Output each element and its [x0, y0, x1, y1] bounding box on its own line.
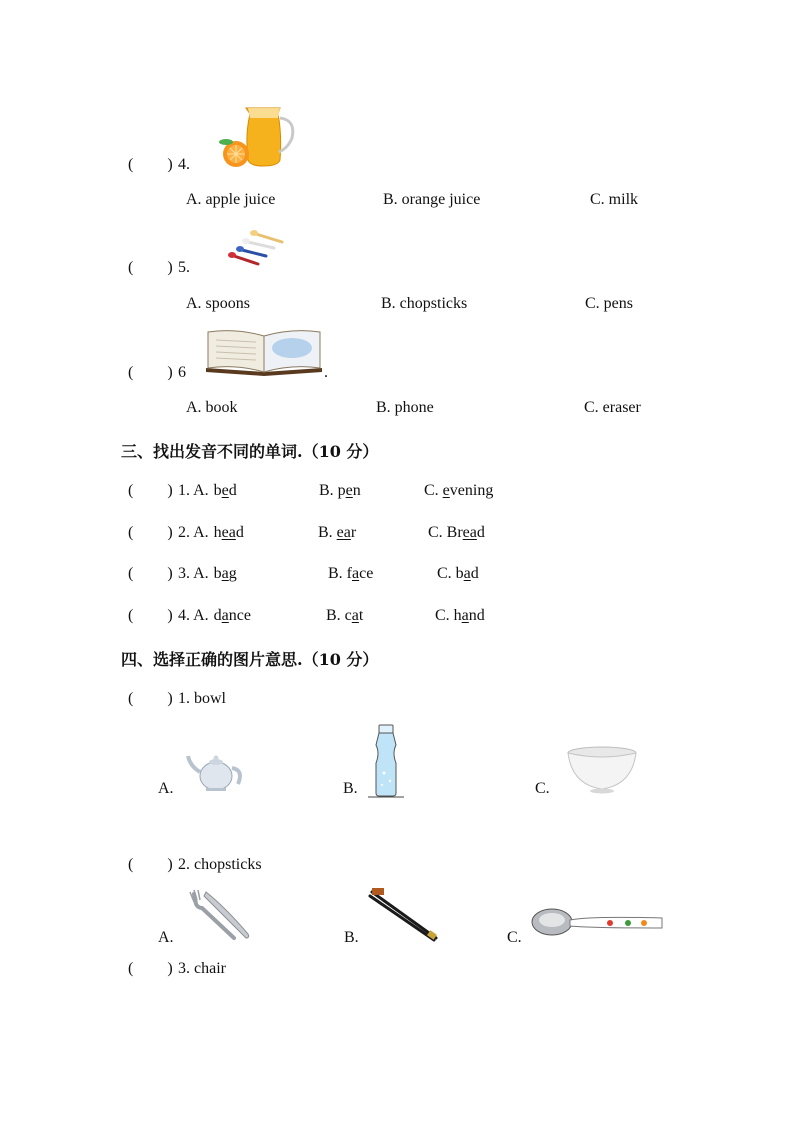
question-number: 6 — [178, 364, 186, 381]
option-b-label[interactable]: B. — [344, 929, 359, 946]
answer-paren[interactable]: ( ) — [128, 156, 173, 173]
question-4 — [128, 156, 190, 174]
option-a-word[interactable] — [214, 565, 237, 582]
word-part: C. h — [435, 607, 462, 624]
word-part: B. — [326, 607, 345, 624]
option-b[interactable]: B. chopsticks — [381, 295, 468, 312]
word-part: vening — [449, 482, 494, 499]
answer-paren[interactable]: ( ) — [128, 607, 173, 624]
answer-paren[interactable]: ( ) — [128, 690, 173, 707]
option-a[interactable]: A. spoons — [186, 295, 251, 312]
option-c-word[interactable] — [437, 565, 479, 583]
water-bottle-icon — [368, 723, 404, 799]
word-part: a — [352, 565, 360, 582]
option-a-label[interactable]: A. — [158, 929, 174, 946]
word-part: ce — [359, 565, 374, 582]
answer-paren[interactable]: ( ) — [128, 565, 173, 582]
word-part: nd — [468, 607, 485, 624]
spoon-icon — [530, 902, 666, 942]
word-part: B. — [328, 565, 347, 582]
word-part: ea — [221, 524, 236, 541]
s4-question-3 — [128, 960, 226, 978]
word-part: t — [358, 607, 364, 624]
answer-paren[interactable]: ( ) — [128, 259, 173, 276]
option-b-label[interactable]: B. — [343, 780, 358, 797]
word-part: d — [476, 524, 485, 541]
section-4-heading: 四、选择正确的图片意思.（10 分） — [121, 650, 379, 669]
word-part: b — [213, 565, 222, 582]
option-a[interactable]: A. book — [186, 399, 238, 416]
s3-row — [128, 524, 485, 542]
option-a[interactable]: A. apple juice — [186, 191, 276, 208]
word-part: e — [221, 482, 229, 499]
word-part: ea — [462, 524, 477, 541]
row-number: 1. A. — [178, 482, 209, 499]
answer-paren[interactable]: ( ) — [128, 960, 173, 977]
option-b[interactable]: B. phone — [376, 399, 434, 416]
option-c-word[interactable] — [424, 482, 493, 500]
spoons-icon — [226, 226, 290, 270]
option-a-label[interactable]: A. — [158, 780, 174, 797]
question-label: 1. bowl — [178, 690, 226, 707]
open-book-icon — [204, 328, 324, 378]
answer-paren[interactable]: ( ) — [128, 524, 173, 541]
option-a-word[interactable] — [214, 482, 237, 499]
option-b-word[interactable] — [319, 482, 361, 500]
row-number: 2. A. — [178, 524, 209, 541]
s3-row — [128, 565, 479, 583]
word-part: d — [228, 482, 237, 499]
question-number: 5. — [178, 259, 190, 276]
option-c-label[interactable]: C. — [507, 929, 522, 946]
option-b-word[interactable] — [326, 607, 363, 625]
word-part: a — [221, 607, 229, 624]
s4-question-1 — [128, 690, 226, 708]
word-part: a — [221, 565, 229, 582]
question-6-trailing: . — [324, 364, 328, 381]
word-part: e — [345, 482, 353, 499]
word-part: C. b — [437, 565, 464, 582]
word-part: p — [337, 482, 346, 499]
s3-row — [128, 482, 494, 500]
option-c[interactable]: C. eraser — [584, 399, 641, 416]
option-b[interactable]: B. orange juice — [383, 191, 481, 208]
word-part: d — [213, 607, 222, 624]
s3-row — [128, 607, 485, 625]
juice-pitcher-icon — [218, 104, 298, 170]
option-b-word[interactable] — [318, 524, 356, 542]
word-part: b — [213, 482, 222, 499]
section-3-heading: 三、找出发音不同的单词.（10 分） — [121, 442, 379, 461]
bowl-icon — [566, 745, 638, 795]
word-part: a — [461, 607, 469, 624]
option-a-word[interactable] — [214, 607, 251, 624]
question-number: 4. — [178, 156, 190, 173]
option-c-word[interactable] — [428, 524, 485, 542]
answer-paren[interactable]: ( ) — [128, 364, 173, 381]
word-part: g — [228, 565, 237, 582]
word-part: n — [352, 482, 361, 499]
answer-paren[interactable]: ( ) — [128, 856, 173, 873]
fork-and-knife-icon — [186, 888, 256, 944]
answer-paren[interactable]: ( ) — [128, 482, 173, 499]
word-part: B. — [318, 524, 337, 541]
word-part: h — [213, 524, 222, 541]
option-c-word[interactable] — [435, 607, 485, 625]
word-part: c — [344, 607, 352, 624]
word-part: a — [351, 607, 359, 624]
word-part: e — [442, 482, 450, 499]
option-c-label[interactable]: C. — [535, 780, 550, 797]
option-c[interactable]: C. milk — [590, 191, 639, 208]
word-part: nce — [228, 607, 251, 624]
word-part: B. — [319, 482, 338, 499]
word-part: C. — [424, 482, 443, 499]
teapot-icon — [186, 748, 250, 796]
row-number: 4. A. — [178, 607, 209, 624]
word-part: d — [235, 524, 244, 541]
word-part: a — [463, 565, 471, 582]
word-part: d — [470, 565, 479, 582]
word-part: r — [350, 524, 357, 541]
option-a-word[interactable] — [214, 524, 244, 541]
option-b-word[interactable] — [328, 565, 373, 583]
question-6 — [128, 364, 186, 382]
s4-question-2 — [128, 856, 262, 874]
question-5 — [128, 259, 190, 277]
word-part: f — [346, 565, 352, 582]
option-c[interactable]: C. pens — [585, 295, 633, 312]
word-part: C. Br — [428, 524, 463, 541]
word-part: ea — [336, 524, 351, 541]
chopsticks-icon — [366, 886, 442, 944]
question-label: 2. chopsticks — [178, 856, 262, 873]
row-number: 3. A. — [178, 565, 209, 582]
question-label: 3. chair — [178, 960, 226, 977]
